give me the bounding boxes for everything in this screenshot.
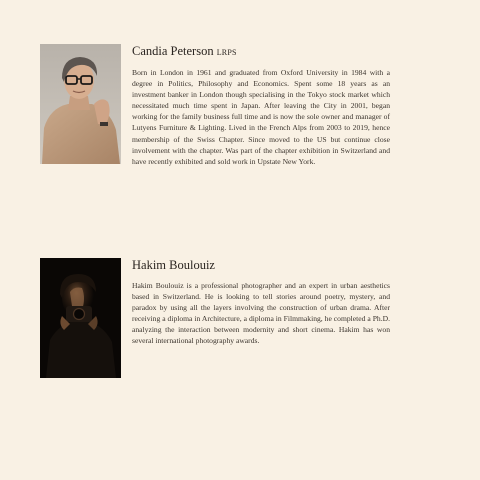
bio-name-suffix: LRPS	[216, 48, 237, 57]
bio-name	[132, 258, 390, 273]
bio-text-column	[132, 44, 390, 167]
bio-body: Born in London in 1961 and graduated from Oxford University in 1984 with a degree in Politics, Philosophy and Economics. Spent some 18 years as an investment banker in London though specialising in the Tokyo stock market which necessitated much time spent in Japan. After leaving the City in 2001, began working for the family business full time and is now the sole owner and manager of Lutyens Furniture & Lighting. Lived in the French Alps from 2003 to 2019, hence membership of the Swiss Chapter. Since moved to the US but continue close involvement with the chapter. Was part of the chapter exhibition in Switzerland and have recently exhibited and sold work in Upstate New York.	[132, 68, 390, 166]
portrait-photo-candia	[40, 44, 121, 164]
bio-text-column	[132, 258, 390, 347]
bio-name-text: Candia Peterson	[132, 44, 214, 58]
bio-name	[132, 44, 390, 60]
portrait-photo-hakim	[40, 258, 121, 378]
bio-name-text: Hakim Boulouiz	[132, 258, 215, 272]
bio-body: Hakim Boulouiz is a professional photographer and an expert in urban aesthetics based in Switzerland. He is looking to tell stories around poetry, mystery, and paradox by using all the layers involving the construction of urban drama. After receiving a diploma in Architecture, a diploma in Filmmaking, he completed a Ph.D. analyzing the interaction between modernity and short cinema. Hakim has won several international photography awards.	[132, 281, 390, 346]
